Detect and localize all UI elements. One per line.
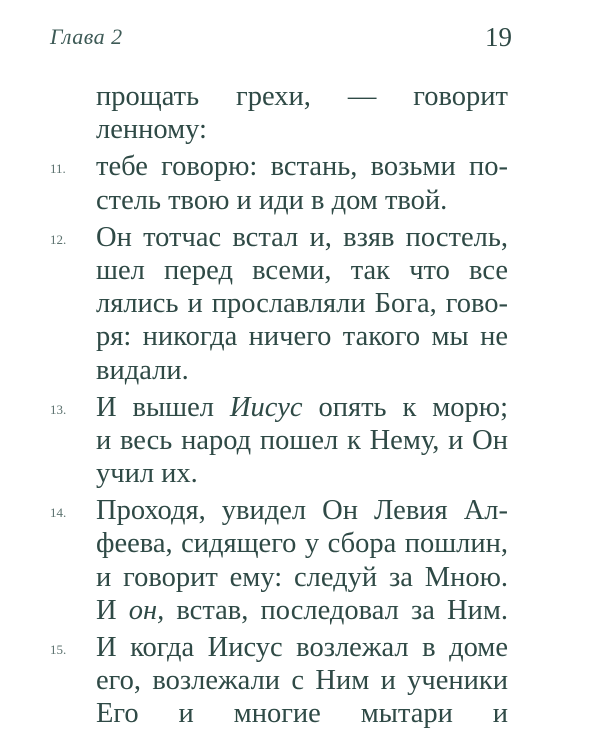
text-line [96, 391, 508, 424]
text-line: Проходя, увидел Он Левия Ал- [96, 495, 508, 527]
verse-number: 12. [50, 231, 67, 247]
chapter-running-head: Глава 2 [50, 24, 123, 49]
text-run: И вышел [96, 391, 214, 423]
text-line: Он тотчас встал и, взяв постель, [96, 221, 508, 253]
verse-13 [50, 391, 508, 491]
page-number: 19 [485, 22, 512, 52]
verse-10-continuation [96, 80, 508, 146]
text-line: феева, сидящего у сбора пошлин, [96, 528, 508, 560]
text-line: тебе говорю: встань, возьми по- [96, 151, 508, 183]
text-line: лялись и прославляли Бога, гово- [96, 288, 508, 320]
verse-number: 15. [50, 642, 67, 657]
text-line: Его и многие мытари и [96, 698, 508, 730]
text-line: ленному: [96, 114, 207, 146]
text-line: его, возлежали с Ним и ученики [96, 665, 508, 697]
text-line [96, 594, 508, 627]
verse-12 [50, 221, 508, 387]
text-run: встав, последовал за Ним. [176, 594, 508, 626]
text-line: и весь народ пошел к Нему, и Он [96, 424, 508, 456]
verse-number: 14. [50, 505, 67, 521]
text-run: опять к морю; [318, 391, 508, 423]
text-line: учил их. [96, 458, 198, 490]
verse-15 [50, 631, 508, 731]
verse-number: 11. [50, 161, 66, 177]
italic-run: Иисус [229, 391, 303, 423]
text-line: шел перед всеми, так что все [96, 254, 508, 286]
scripture-text [50, 80, 508, 731]
verse-number: 13. [50, 401, 67, 417]
text-line: прощать грехи, — говорит [96, 81, 508, 112]
italic-run: он, [128, 594, 165, 626]
verse-11 [50, 150, 508, 216]
text-line: И когда Иисус возлежал в доме [96, 632, 508, 663]
verse-14 [50, 494, 508, 627]
text-line: видали. [96, 354, 189, 386]
text-line: ря: никогда ничего такого мы не [96, 321, 508, 353]
text-line: и говорит ему: следуй за Мною. [96, 561, 508, 593]
text-line: стель твою и иди в дом твой. [96, 184, 448, 216]
text-run: И [96, 594, 117, 626]
